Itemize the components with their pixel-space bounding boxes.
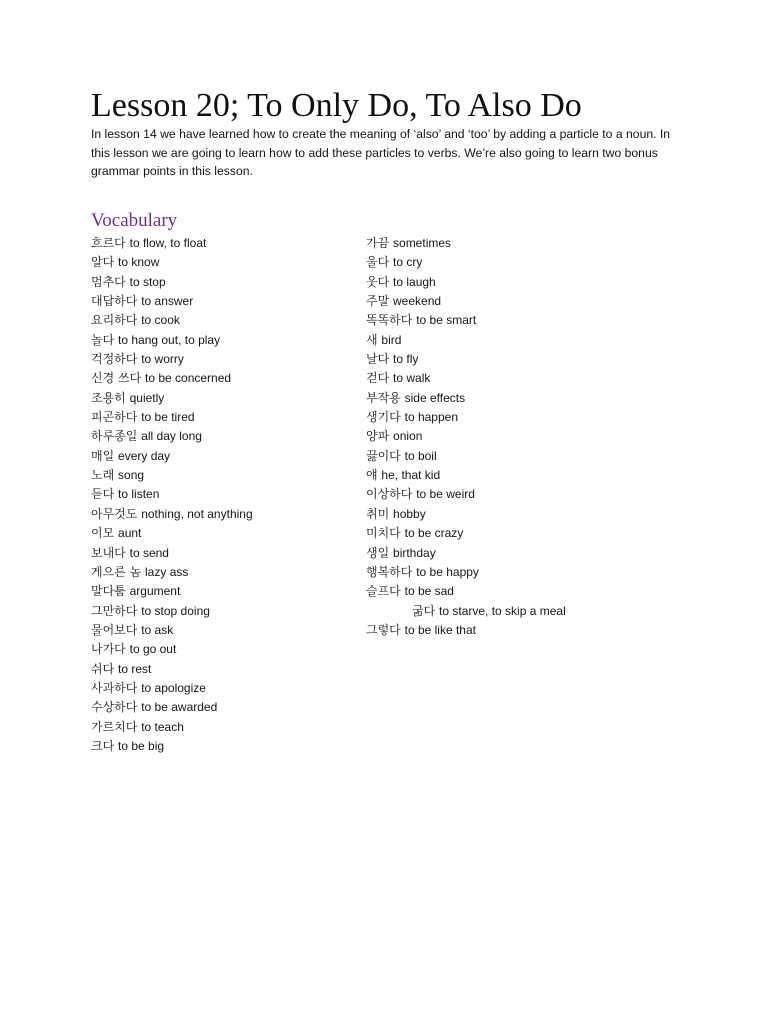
vocab-korean: 양파 bbox=[366, 429, 390, 444]
vocab-item bbox=[91, 466, 351, 485]
vocab-english: to listen bbox=[118, 487, 160, 502]
vocab-item bbox=[91, 292, 351, 311]
vocab-english: aunt bbox=[118, 526, 142, 541]
vocab-korean: 그만하다 bbox=[91, 603, 138, 618]
vocab-english: to teach bbox=[141, 719, 184, 734]
vocab-english: to cry bbox=[393, 255, 423, 270]
vocab-item bbox=[91, 505, 351, 524]
vocab-korean: 얘 bbox=[366, 468, 378, 483]
vocab-korean: 물어보다 bbox=[91, 622, 138, 637]
vocab-korean: 신경 쓰다 bbox=[91, 371, 142, 386]
vocab-korean: 웃다 bbox=[366, 274, 390, 289]
vocab-item bbox=[366, 621, 666, 640]
vocab-item bbox=[91, 660, 351, 679]
vocab-korean: 크다 bbox=[91, 738, 115, 753]
vocab-item bbox=[91, 369, 351, 388]
vocab-item bbox=[91, 253, 351, 272]
vocab-item bbox=[366, 292, 666, 311]
vocabulary-list-right bbox=[366, 234, 666, 640]
vocab-korean: 알다 bbox=[91, 255, 115, 270]
vocab-korean: 대답하다 bbox=[91, 294, 138, 309]
vocab-english: to boil bbox=[404, 448, 437, 463]
vocab-english: to be concerned bbox=[145, 371, 232, 386]
vocab-korean: 요리하다 bbox=[91, 313, 138, 328]
vocab-english: to know bbox=[118, 255, 160, 270]
vocab-item bbox=[366, 389, 666, 408]
vocab-korean: 놀다 bbox=[91, 332, 115, 347]
vocab-item bbox=[91, 718, 351, 737]
vocab-english: quietly bbox=[129, 390, 165, 405]
vocab-korean: 듣다 bbox=[91, 487, 115, 502]
vocab-item bbox=[91, 563, 351, 582]
vocab-item bbox=[91, 679, 351, 698]
vocab-english: to be tired bbox=[141, 410, 195, 425]
vocab-english: to happen bbox=[404, 410, 458, 425]
vocab-item bbox=[366, 447, 666, 466]
vocab-english: to laugh bbox=[393, 274, 436, 289]
vocab-korean: 생일 bbox=[366, 545, 390, 560]
vocab-english: nothing, not anything bbox=[141, 506, 253, 521]
vocab-item bbox=[366, 331, 666, 350]
vocab-korean: 흐르다 bbox=[91, 236, 126, 250]
vocab-korean: 사과하다 bbox=[91, 680, 138, 695]
vocab-english: weekend bbox=[393, 294, 442, 309]
vocab-item bbox=[91, 524, 351, 543]
vocab-english: to be smart bbox=[416, 313, 477, 328]
vocab-english: to cook bbox=[141, 313, 180, 328]
vocab-item bbox=[366, 311, 666, 330]
intro-paragraph: In lesson 14 we have learned how to create the meaning of ‘also’ and ‘too’ by adding a particle to a noun. In this lesson we are going to learn how to add these particles to verbs. We’re also going to learn two bonus grammar points in this lesson. bbox=[91, 127, 671, 178]
vocab-english: to flow, to float bbox=[129, 236, 207, 250]
vocab-english: to stop doing bbox=[141, 603, 210, 618]
vocab-item bbox=[91, 234, 351, 253]
vocab-english: to be sad bbox=[404, 584, 454, 599]
vocab-english: birthday bbox=[393, 545, 436, 560]
vocab-korean: 걱정하다 bbox=[91, 352, 138, 367]
vocab-english: argument bbox=[129, 584, 181, 599]
vocab-english: to send bbox=[129, 545, 169, 560]
vocab-korean: 하루종일 bbox=[91, 429, 138, 444]
vocab-item bbox=[366, 427, 666, 446]
vocab-item bbox=[366, 253, 666, 272]
vocab-item bbox=[366, 563, 666, 582]
vocab-english: to be happy bbox=[416, 564, 479, 579]
vocab-item bbox=[91, 544, 351, 563]
vocab-item bbox=[91, 311, 351, 330]
vocab-korean: 멈추다 bbox=[91, 274, 126, 289]
vocab-korean: 울다 bbox=[366, 255, 390, 270]
vocab-item bbox=[366, 602, 666, 621]
vocab-english: lazy ass bbox=[145, 564, 189, 579]
vocab-english: to worry bbox=[141, 352, 184, 367]
vocab-english: all day long bbox=[141, 429, 202, 444]
vocab-item bbox=[91, 621, 351, 640]
vocab-english: to be big bbox=[118, 738, 165, 753]
vocab-item bbox=[91, 582, 351, 601]
vocab-english: he, that kid bbox=[381, 468, 441, 483]
vocab-english: to rest bbox=[118, 661, 152, 676]
vocab-korean: 끓이다 bbox=[366, 448, 401, 463]
vocab-english: side effects bbox=[404, 390, 466, 405]
vocab-korean: 말다툼 bbox=[91, 584, 126, 599]
vocab-korean: 부작용 bbox=[366, 390, 401, 405]
vocab-item bbox=[91, 331, 351, 350]
vocab-english: every day bbox=[118, 448, 171, 463]
vocab-english: hobby bbox=[393, 506, 426, 521]
vocab-item bbox=[366, 485, 666, 504]
vocab-korean: 미치다 bbox=[366, 526, 401, 541]
vocab-english: to starve, to skip a meal bbox=[439, 603, 566, 618]
vocab-english: to walk bbox=[393, 371, 431, 386]
vocab-item bbox=[91, 698, 351, 717]
vocab-korean: 조용히 bbox=[91, 390, 126, 405]
vocab-item bbox=[91, 737, 351, 756]
vocab-english: onion bbox=[393, 429, 423, 444]
vocab-item bbox=[366, 524, 666, 543]
vocab-korean: 나가다 bbox=[91, 642, 126, 657]
vocab-english: to be like that bbox=[404, 622, 476, 637]
vocab-item bbox=[91, 602, 351, 621]
vocab-item bbox=[91, 273, 351, 292]
vocab-korean: 슬프다 bbox=[366, 584, 401, 599]
vocab-korean: 쉬다 bbox=[91, 661, 115, 676]
vocab-item bbox=[366, 273, 666, 292]
vocabulary-list-left bbox=[91, 234, 351, 756]
vocab-korean: 이모 bbox=[91, 526, 115, 541]
vocab-item bbox=[91, 447, 351, 466]
vocab-item bbox=[366, 234, 666, 253]
vocab-item bbox=[366, 369, 666, 388]
vocab-item bbox=[366, 582, 666, 601]
vocab-english: to be weird bbox=[416, 487, 475, 502]
vocab-english: bird bbox=[381, 332, 402, 347]
vocab-english: song bbox=[118, 468, 145, 483]
vocab-korean: 날다 bbox=[366, 352, 390, 367]
vocab-english: to hang out, to play bbox=[118, 332, 221, 347]
vocab-english: to stop bbox=[129, 274, 166, 289]
vocab-korean: 노래 bbox=[91, 468, 115, 483]
vocab-korean: 행복하다 bbox=[366, 564, 413, 579]
vocab-english: to be crazy bbox=[404, 526, 464, 541]
vocab-korean: 생기다 bbox=[366, 410, 401, 425]
vocab-korean: 그렇다 bbox=[366, 622, 401, 637]
vocab-korean: 아무것도 bbox=[91, 506, 138, 521]
vocab-item bbox=[366, 466, 666, 485]
vocab-english: to apologize bbox=[141, 680, 206, 695]
vocab-item bbox=[91, 485, 351, 504]
vocab-english: sometimes bbox=[393, 236, 452, 250]
vocab-english: to answer bbox=[141, 294, 194, 309]
vocab-korean: 주말 bbox=[366, 294, 390, 309]
vocab-korean: 굶다 bbox=[412, 603, 436, 618]
vocab-korean: 취미 bbox=[366, 506, 390, 521]
vocab-english: to go out bbox=[129, 642, 177, 657]
vocab-item bbox=[366, 408, 666, 427]
vocab-english: to ask bbox=[141, 622, 174, 637]
vocab-item bbox=[366, 544, 666, 563]
vocab-item bbox=[91, 350, 351, 369]
vocab-item bbox=[91, 389, 351, 408]
vocab-item bbox=[366, 350, 666, 369]
vocab-korean: 가끔 bbox=[366, 236, 390, 250]
vocab-item bbox=[91, 427, 351, 446]
vocab-english: to be awarded bbox=[141, 700, 218, 715]
vocab-korean: 수상하다 bbox=[91, 700, 138, 715]
vocabulary-heading: Vocabulary bbox=[91, 210, 178, 231]
vocab-korean: 가르치다 bbox=[91, 719, 138, 734]
vocab-korean: 걷다 bbox=[366, 371, 390, 386]
vocab-korean: 똑똑하다 bbox=[366, 313, 413, 328]
vocab-item bbox=[91, 408, 351, 427]
page-title: Lesson 20; To Only Do, To Also Do bbox=[91, 87, 582, 124]
vocab-item bbox=[366, 505, 666, 524]
vocab-english: to fly bbox=[393, 352, 419, 367]
vocab-korean: 이상하다 bbox=[366, 487, 413, 502]
vocab-item bbox=[91, 640, 351, 659]
vocab-korean: 게으른 놈 bbox=[91, 564, 142, 579]
vocab-korean: 피곤하다 bbox=[91, 410, 138, 425]
vocab-korean: 보내다 bbox=[91, 545, 126, 560]
vocab-korean: 매일 bbox=[91, 448, 115, 463]
vocab-korean: 새 bbox=[366, 332, 378, 347]
